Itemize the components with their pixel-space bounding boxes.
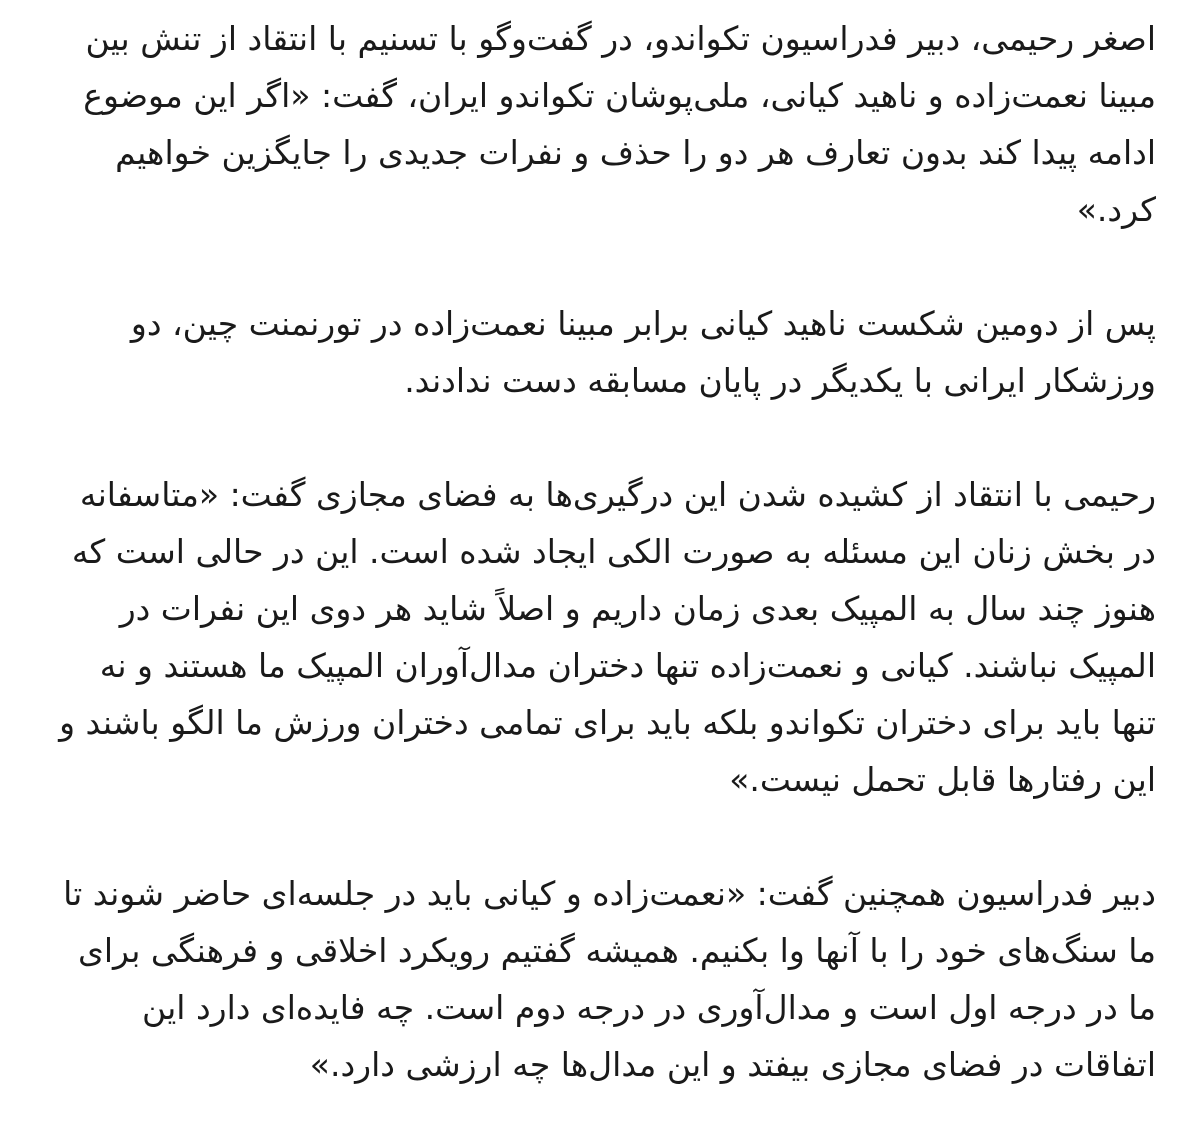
paragraph-intro-quote: اصغر رحیمی، دبیر فدراسیون تکواندو، در گفت‌وگو با تسنیم با انتقاد از تنش بین مبینا نعمت‌زاده و ناهید کیانی، ملی‌پوشان تکواندو ایران، گفت: «اگر این موضوع ادامه پیدا کند بدون تعارف هر دو را حذف و نفرات جدیدی را جایگزین خواهیم کرد.» — [83, 19, 1156, 229]
paragraph-meeting-statement: دبیر فدراسیون همچنین گفت: «نعمت‌زاده و کیانی باید در جلسه‌ای حاضر شوند تا ما سنگ‌های خود را با آنها وا بکنیم. همیشه گفتیم رویکرد اخلاقی و فرهنگی برای ما در درجه اول است و مدال‌آوری در درجه دوم است. چه فایده‌ای دارد این اتفاقات در فضای مجازی بیفتد و این مدال‌ها چه ارزشی دارد.» — [63, 874, 1156, 1084]
paragraph-match-context: پس از دومین شکست ناهید کیانی برابر مبینا نعمت‌زاده در تورنمنت چین، دو ورزشکار ایرانی با یکدیگر در پایان مسابقه دست ندادند. — [130, 304, 1156, 400]
paragraph-social-media-criticism: رحیمی با انتقاد از کشیده شدن این درگیری‌ها به فضای مجازی گفت: «متاسفانه در بخش زنان این مسئله به صورت الکی ایجاد شده است. این در حالی است که هنوز چند سال به المپیک بعدی زمان داریم و اصلاً شاید هر دوی این نفرات در المپیک نباشند. کیانی و نعمت‌زاده تنها دختران مدال‌آوران المپیک ما هستند و نه تنها باید برای دختران تکواندو بلکه باید برای تمامی دختران ورزش ما الگو باشند و این رفتارها قابل تحمل نیست.» — [59, 475, 1156, 799]
article-body — [48, 10, 1156, 1093]
